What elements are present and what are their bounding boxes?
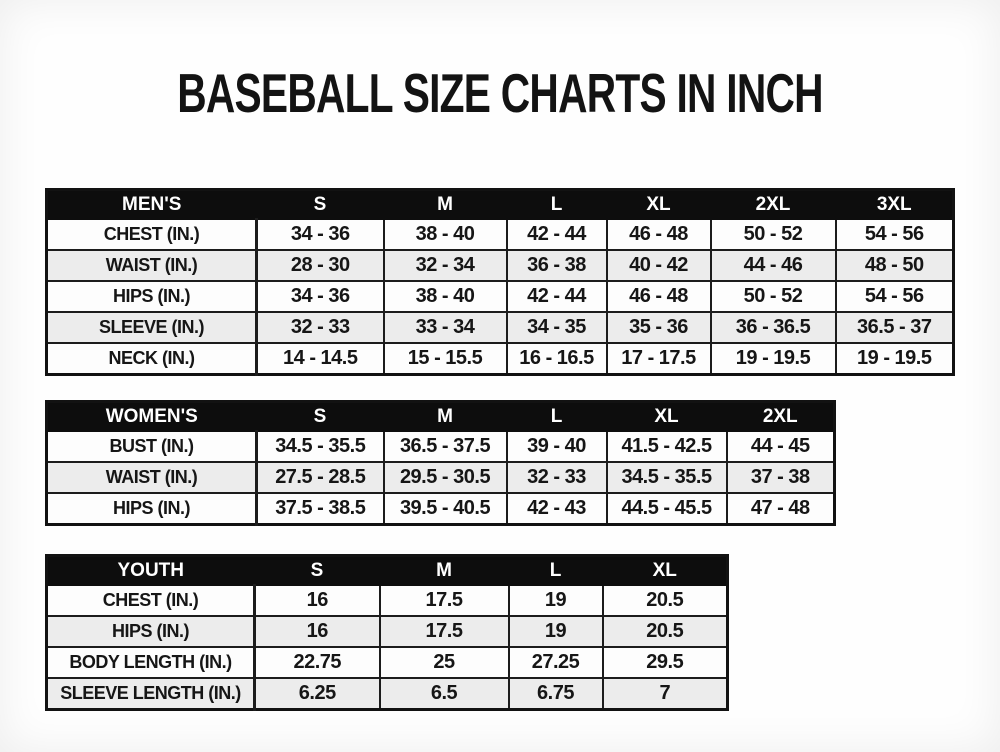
size-value-cell: 27.5 - 28.5 (257, 462, 384, 493)
size-column-header: M (384, 402, 507, 432)
womens-size-table (45, 400, 836, 526)
size-value-cell: 17.5 (380, 616, 509, 647)
womens-table-body (47, 431, 835, 525)
size-column-header: 3XL (836, 190, 954, 220)
size-value-cell: 34 - 36 (257, 281, 384, 312)
size-value-cell: 42 - 44 (507, 219, 607, 250)
size-value-cell: 44 - 46 (711, 250, 836, 281)
size-value-cell: 39.5 - 40.5 (384, 493, 507, 525)
size-value-cell: 42 - 43 (507, 493, 607, 525)
table-row (47, 312, 954, 343)
size-value-cell: 32 - 33 (507, 462, 607, 493)
row-label-cell: BUST (IN.) (47, 431, 257, 462)
size-column-header: XL (607, 190, 711, 220)
size-value-cell: 44.5 - 45.5 (607, 493, 727, 525)
size-value-cell: 19 (509, 585, 603, 616)
row-label-cell: WAIST (IN.) (47, 462, 257, 493)
size-value-cell: 17 - 17.5 (607, 343, 711, 375)
row-label-cell: NECK (IN.) (47, 343, 257, 375)
table-row (47, 616, 728, 647)
table-row (47, 678, 728, 710)
size-column-header: S (257, 402, 384, 432)
row-label-cell: CHEST (IN.) (47, 585, 255, 616)
size-column-header: L (507, 402, 607, 432)
row-label-cell: CHEST (IN.) (47, 219, 257, 250)
size-value-cell: 29.5 - 30.5 (384, 462, 507, 493)
size-value-cell: 50 - 52 (711, 281, 836, 312)
youth-table-title-cell: YOUTH (47, 556, 255, 586)
size-value-cell: 19 - 19.5 (836, 343, 954, 375)
youth-table-header-row (47, 556, 728, 586)
row-label-cell: HIPS (IN.) (47, 493, 257, 525)
size-column-header: XL (607, 402, 727, 432)
size-column-header: XL (603, 556, 728, 586)
womens-table-header-row (47, 402, 835, 432)
size-column-header: S (255, 556, 380, 586)
size-value-cell: 34.5 - 35.5 (607, 462, 727, 493)
youth-table-body (47, 585, 728, 710)
size-column-header: L (509, 556, 603, 586)
table-row (47, 493, 835, 525)
size-value-cell: 32 - 33 (257, 312, 384, 343)
size-column-header: 2XL (711, 190, 836, 220)
size-value-cell: 36 - 38 (507, 250, 607, 281)
size-value-cell: 34 - 36 (257, 219, 384, 250)
size-value-cell: 47 - 48 (727, 493, 835, 525)
size-value-cell: 34.5 - 35.5 (257, 431, 384, 462)
size-value-cell: 16 (255, 585, 380, 616)
size-value-cell: 29.5 (603, 647, 728, 678)
table-row (47, 219, 954, 250)
size-value-cell: 19 (509, 616, 603, 647)
size-value-cell: 41.5 - 42.5 (607, 431, 727, 462)
size-value-cell: 20.5 (603, 616, 728, 647)
womens-table-title-cell: WOMEN'S (47, 402, 257, 432)
row-label-cell: HIPS (IN.) (47, 281, 257, 312)
size-column-header: M (384, 190, 507, 220)
size-column-header: M (380, 556, 509, 586)
table-row (47, 585, 728, 616)
size-value-cell: 32 - 34 (384, 250, 507, 281)
mens-size-table (45, 188, 955, 376)
size-value-cell: 38 - 40 (384, 219, 507, 250)
size-value-cell: 7 (603, 678, 728, 710)
table-row (47, 431, 835, 462)
size-value-cell: 34 - 35 (507, 312, 607, 343)
size-value-cell: 40 - 42 (607, 250, 711, 281)
table-row (47, 462, 835, 493)
row-label-cell: HIPS (IN.) (47, 616, 255, 647)
size-value-cell: 16 (255, 616, 380, 647)
size-value-cell: 15 - 15.5 (384, 343, 507, 375)
mens-table-title-cell: MEN'S (47, 190, 257, 220)
row-label-cell: SLEEVE (IN.) (47, 312, 257, 343)
mens-table-header-row (47, 190, 954, 220)
size-value-cell: 39 - 40 (507, 431, 607, 462)
size-value-cell: 16 - 16.5 (507, 343, 607, 375)
size-value-cell: 22.75 (255, 647, 380, 678)
size-value-cell: 37.5 - 38.5 (257, 493, 384, 525)
size-value-cell: 36.5 - 37.5 (384, 431, 507, 462)
table-row (47, 343, 954, 375)
size-value-cell: 50 - 52 (711, 219, 836, 250)
size-value-cell: 42 - 44 (507, 281, 607, 312)
size-value-cell: 6.25 (255, 678, 380, 710)
size-value-cell: 46 - 48 (607, 281, 711, 312)
row-label-cell: SLEEVE LENGTH (IN.) (47, 678, 255, 710)
size-value-cell: 54 - 56 (836, 219, 954, 250)
size-value-cell: 48 - 50 (836, 250, 954, 281)
size-value-cell: 46 - 48 (607, 219, 711, 250)
size-value-cell: 25 (380, 647, 509, 678)
row-label-cell: WAIST (IN.) (47, 250, 257, 281)
size-value-cell: 6.5 (380, 678, 509, 710)
size-value-cell: 27.25 (509, 647, 603, 678)
size-value-cell: 37 - 38 (727, 462, 835, 493)
table-row (47, 281, 954, 312)
size-value-cell: 6.75 (509, 678, 603, 710)
youth-size-table (45, 554, 729, 711)
size-value-cell: 33 - 34 (384, 312, 507, 343)
size-value-cell: 17.5 (380, 585, 509, 616)
mens-table-body (47, 219, 954, 375)
size-value-cell: 54 - 56 (836, 281, 954, 312)
size-value-cell: 35 - 36 (607, 312, 711, 343)
size-column-header: S (257, 190, 384, 220)
size-value-cell: 38 - 40 (384, 281, 507, 312)
size-value-cell: 19 - 19.5 (711, 343, 836, 375)
size-value-cell: 36.5 - 37 (836, 312, 954, 343)
size-value-cell: 28 - 30 (257, 250, 384, 281)
size-value-cell: 14 - 14.5 (257, 343, 384, 375)
table-row (47, 647, 728, 678)
row-label-cell: BODY LENGTH (IN.) (47, 647, 255, 678)
size-column-header: 2XL (727, 402, 835, 432)
size-value-cell: 20.5 (603, 585, 728, 616)
page-title: BASEBALL SIZE CHARTS IN INCH (177, 62, 823, 124)
size-column-header: L (507, 190, 607, 220)
size-value-cell: 44 - 45 (727, 431, 835, 462)
size-value-cell: 36 - 36.5 (711, 312, 836, 343)
table-row (47, 250, 954, 281)
